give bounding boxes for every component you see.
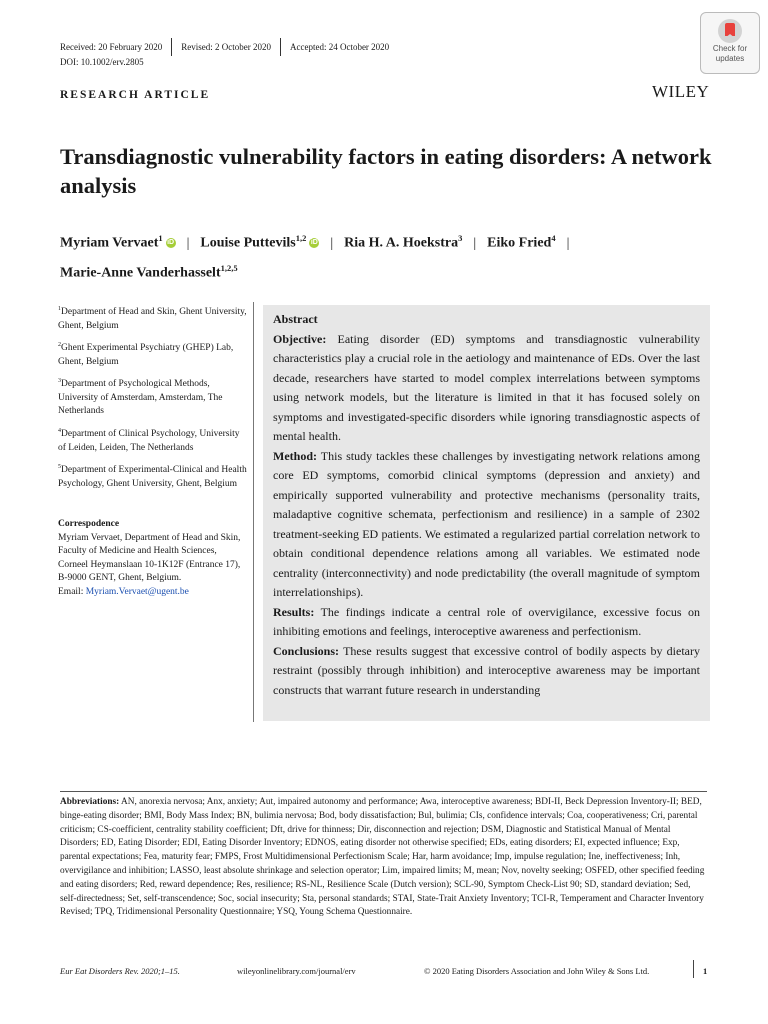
author-name[interactable]: Ria H. A. Hoekstra [344,235,459,251]
page-number: 1 [703,966,708,976]
section-label: Results: [273,604,315,619]
section-text: Eating disorder (ED) symptoms and transdiagnostic vulnerability characteristics play a crucial role in the aetiology and maintenance of EDs. Over the last decade, researchers have started to model complex interrelations between symptoms using network models, but the literature is limited in that it has focused solely on symptoms and investigated-specific disorders while ignoring transdiagnostic aspects of mental health. [273,331,700,443]
abstract-box [263,305,710,721]
orcid-icon[interactable]: iD [167,239,175,247]
journal-url[interactable]: wileyonlinelibrary.com/journal/erv [237,966,356,976]
journal-citation: Eur Eat Disorders Rev. 2020;1–15. [60,966,180,976]
section-text: These results suggest that excessive control of bodily aspects by dietary restraint (possibly through inhibition) and interoceptive awareness may be important constructs that warrant future research in understanding [273,643,700,697]
affiliation-number: 4 [58,427,61,434]
affiliation [58,425,248,455]
abbreviations [60,796,708,920]
author-separator: | [330,235,334,251]
author-affiliation-sup: 1,2 [295,233,307,243]
column-divider [253,302,254,722]
abbreviations-text: AN, anorexia nervosa; Anx, anxiety; Aut, impaired autonomy and performance; Awa, interoceptive awareness; BDI-II, Beck Depression Inventory-II; BED, binge-eating disorder; BMI, Body Mass Index; BN, bulimia nervosa; Bod, body dissatisfaction; Bul, bulimia; CIs, confidence intervals; Coa, cooperativeness; Cri, parental criticism; CS-coefficient, centrality stability coefficient; Dft, drive for thinness; Dir, disconnection and rejection; DSM, Diagnostic and Statistical Manual of Mental Disorders; ED, Eating Disorder; EDI, Eating Disorder Inventory; EDNOS, eating disorder not otherwise specified; EDs, eating disorders; EI, expected influence; Exp, parental expectations; Fea, maturity fear; FMPS, Frost Multidimensional Perfectionism Scale; Har, harm avoidance; Imp, impulse regulation; Ine, ineffectiveness; Inh, overvigilance and inhibition; LASSO, least absolute shrinkage and selection operator; Lim, impaired limits; M, mean; Nov, novelty seeking; OSFED, other specified feeding and eating disorders; Red, reward dependence; Res, resilience; RS-NL, Resilience Scale (Dutch version); SCL-90, Symptom Check-List 90; SD, standard deviation; Sed, self-directedness; Set, self-transcendence; Soc, social insecurity; Sta, personal standards; STAI, State-Trait Anxiety Inventory; TCI-R, Temperament and Character Inventory Revised; TPQ, Tridimensional Personality Questionnaire; YSQ, Young Schema Questionnaire. [60,797,705,918]
publisher-logo: WILEY [652,82,710,101]
email-label: Email: [58,586,84,597]
section-text: This study tackles these challenges by investigating network relations among core ED symptoms, comorbid clinical symptoms (depression and anxiety) and empirically supported vulnerability and protective mechanisms (personality traits, maladaptive cognitive schemata, perfectionism and resilience) in a sample of 2302 treatment-seeking ED patients. We estimated a regularized partial correlation network to obtain conditional dependence relations among all variables. We estimated node centrality (interconnectivity) and node predictability (the overall magnitude of symptom interrelationships). [273,448,700,599]
affiliation-number: 2 [58,342,61,349]
abstract-heading: Abstract [273,312,318,326]
abstract-objective [273,330,700,447]
check-for-updates-button[interactable] [700,12,760,74]
badge-line-1: Check for [712,44,748,53]
article-dates [60,38,389,56]
affiliation [58,339,248,369]
section-label: Conclusions: [273,643,340,658]
correspondence-email [58,586,248,600]
section-label: Method: [273,448,317,463]
copyright: © 2020 Eating Disorders Association and John Wiley & Sons Ltd. [424,966,650,976]
section-text: The findings indicate a central role of overvigilance, excessive focus on inhibiting emotions and feelings, interoceptive awareness and perfectionism. [273,604,700,638]
correspondence-text: Myriam Vervaet, Department of Head and Skin, Faculty of Medicine and Health Sciences, Corneel Heymanslaan 10-1K12F (Entrance 17), B-9000 GENT, Ghent, Belgium. [58,532,241,583]
author-separator: | [566,235,570,251]
footer-divider [693,960,694,978]
bookmark-icon [718,19,742,43]
email-link[interactable]: Myriam.Vervaet@ugent.be [85,586,189,597]
abstract-method [273,447,700,603]
article-type: RESEARCH ARTICLE [60,89,211,101]
abstract-results [273,603,700,642]
section-label: Objective: [273,331,327,346]
author-name[interactable]: Eiko Fried [487,235,552,251]
affiliation [58,461,248,491]
revised-date: Revised: 2 October 2020 [181,42,271,52]
author-list [60,226,740,285]
orcid-icon[interactable]: iD [310,239,318,247]
doi[interactable]: DOI: 10.1002/erv.2805 [60,57,144,67]
badge-line-2: updates [715,54,745,63]
author-name[interactable]: Louise Puttevils [200,235,296,251]
author-name[interactable]: Myriam Vervaet [60,235,159,251]
author-affiliation-sup: 1 [158,233,163,243]
author-affiliation-sup: 1,2,5 [220,262,238,273]
author-affiliation-sup: 3 [458,233,463,243]
affiliation-text: Department of Clinical Psychology, University of Leiden, Leiden, The Netherlands [58,429,240,453]
footnote-rule [60,791,707,792]
affiliation-text: Department of Head and Skin, Ghent University, Ghent, Belgium [58,307,247,331]
affiliation-number: 3 [58,378,61,385]
affiliation-text: Ghent Experimental Psychiatry (GHEP) Lab, Ghent, Belgium [58,343,234,367]
received-date: Received: 20 February 2020 [60,42,163,52]
author-separator: | [473,235,477,251]
correspondence-heading: Correspodence [58,519,120,529]
affiliation-text: Department of Psychological Methods, University of Amsterdam, Amsterdam, The Netherlands [58,379,223,417]
affiliation [58,375,248,419]
date-separator [280,38,281,56]
author-separator: | [186,235,190,251]
affiliations [58,303,248,497]
affiliation [58,303,248,333]
affiliation-number: 1 [58,306,61,312]
accepted-date: Accepted: 24 October 2020 [289,42,390,52]
author-affiliation-sup: 4 [551,233,556,243]
abstract-conclusions [273,642,700,701]
correspondence [58,518,248,599]
author-name[interactable]: Marie-Anne Vanderhasselt [60,265,221,281]
article-title: Transdiagnostic vulnerability factors in eating disorders: A network analysis [60,144,712,198]
abbreviations-label: Abbreviations: [60,797,120,807]
affiliation-number: 5 [58,464,61,471]
date-separator [171,38,172,56]
affiliation-text: Department of Experimental-Clinical and Health Psychology, Ghent University, Ghent, Belgium [58,465,247,489]
